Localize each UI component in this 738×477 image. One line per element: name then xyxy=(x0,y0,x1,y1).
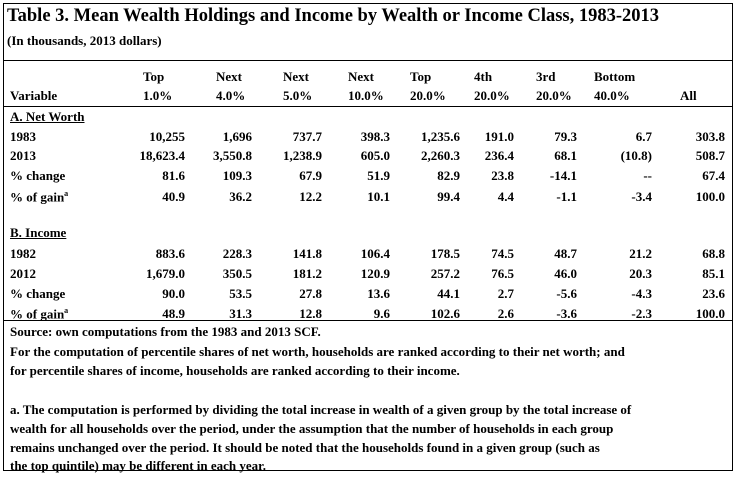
table-cell: 178.5 xyxy=(430,246,460,261)
table-cell: 20.3 xyxy=(629,266,652,281)
table-cell: 228.3 xyxy=(222,246,252,261)
table-cell: 99.4 xyxy=(437,189,460,204)
table-cell: 508.7 xyxy=(695,148,725,163)
table-cell: 48.9 xyxy=(162,306,185,321)
table-cell: 10,255 xyxy=(149,129,185,144)
table-cell: 141.8 xyxy=(292,246,322,261)
table-cell: 90.0 xyxy=(162,286,185,301)
table-cell: 82.9 xyxy=(437,168,460,183)
section-heading: B. Income xyxy=(10,225,67,240)
footnote-marker: a xyxy=(64,189,69,198)
row-label xyxy=(10,246,36,262)
table-cell: 36.2 xyxy=(229,189,252,204)
header-col-8-line1: Bottom xyxy=(594,69,636,84)
table-cell: 48.7 xyxy=(554,246,577,261)
table-cell: 74.5 xyxy=(491,246,514,261)
table-cell: 100.0 xyxy=(695,189,725,204)
table-cell: 44.1 xyxy=(437,286,460,301)
header-variable: Variable xyxy=(10,88,58,103)
source-note: Source: own computations from the 1983 and 2013 SCF. xyxy=(10,324,321,339)
table-cell: 1,238.9 xyxy=(283,148,322,163)
row-label-text: % change xyxy=(10,168,66,183)
table-cell: 737.7 xyxy=(292,129,322,144)
table-cell: 605.0 xyxy=(360,148,390,163)
table-cell: -3.4 xyxy=(631,189,652,204)
row-label-text: 2012 xyxy=(10,266,36,281)
table-cell: -3.6 xyxy=(556,306,577,321)
table-cell: 236.4 xyxy=(484,148,514,163)
header-col-4-line1: Next xyxy=(348,69,374,84)
header-col-3-line2: 5.0% xyxy=(283,88,313,103)
footnote-marker: a xyxy=(64,306,69,315)
row-label-text: % of gain xyxy=(10,189,65,205)
ranking-note-line1: For the computation of percentile shares of net worth, households are ranked according to their net worth; and xyxy=(10,344,625,359)
table-cell: 31.3 xyxy=(229,306,252,321)
table-cell: 257.2 xyxy=(430,266,460,281)
row-label-text: % of gain xyxy=(10,306,65,322)
table-cell: 883.6 xyxy=(155,246,185,261)
table-cell: 2.7 xyxy=(497,286,514,301)
table-cell: 12.2 xyxy=(299,189,322,204)
table-cell: (10.8) xyxy=(620,148,652,163)
table-cell: 100.0 xyxy=(695,306,725,321)
header-col-1-line2: 1.0% xyxy=(143,88,173,103)
footnote-line2: wealth for all households over the period, under the assumption that the number of households in each group xyxy=(10,421,614,436)
header-col-5-line1: Top xyxy=(410,69,432,84)
table-cell: 4.4 xyxy=(497,189,514,204)
table-cell: 53.5 xyxy=(229,286,252,301)
row-label-text: 1983 xyxy=(10,129,36,144)
table-cell: 191.0 xyxy=(484,129,514,144)
header-col-1-line1: Top xyxy=(143,69,165,84)
table-cell: 68.1 xyxy=(554,148,577,163)
table-cell: 12.8 xyxy=(299,306,322,321)
row-label xyxy=(10,266,36,282)
header-col-5-line2: 20.0% xyxy=(410,88,446,103)
table-cell: 67.9 xyxy=(299,168,322,183)
header-col-2-line1: Next xyxy=(216,69,242,84)
table-cell: 109.3 xyxy=(222,168,252,183)
table-cell: 23.8 xyxy=(491,168,514,183)
table-cell: 303.8 xyxy=(695,129,725,144)
table-cell: 398.3 xyxy=(360,129,390,144)
table-cell: 6.7 xyxy=(635,129,652,144)
table-cell: 3,550.8 xyxy=(213,148,252,163)
divider-notes xyxy=(3,320,733,321)
table-cell: 27.8 xyxy=(299,286,322,301)
row-label xyxy=(10,189,68,205)
table-cell: 21.2 xyxy=(629,246,652,261)
table-cell: 181.2 xyxy=(292,266,322,281)
row-label xyxy=(10,286,65,302)
header-col-2-line2: 4.0% xyxy=(216,88,246,103)
header-col-6-line1: 4th xyxy=(474,69,493,84)
header-col-7-line2: 20.0% xyxy=(536,88,572,103)
table-cell: 46.0 xyxy=(554,266,577,281)
table-cell: 1,696 xyxy=(222,129,252,144)
header-col-9-line2: All xyxy=(680,88,697,103)
header-col-7-line1: 3rd xyxy=(536,69,556,84)
table-cell: 81.6 xyxy=(162,168,185,183)
footnote-line1: a. The computation is performed by dividing the total increase in wealth of a given group by the total increase of xyxy=(10,402,632,417)
divider-top xyxy=(3,60,733,61)
table-title: Table 3. Mean Wealth Holdings and Income by Wealth or Income Class, 1983-2013 xyxy=(7,6,660,26)
table-cell: 23.6 xyxy=(702,286,725,301)
table-cell: 2,260.3 xyxy=(421,148,460,163)
table-cell: 9.6 xyxy=(373,306,390,321)
divider-header xyxy=(3,106,733,107)
table-cell: 51.9 xyxy=(367,168,390,183)
table-cell: -5.6 xyxy=(556,286,577,301)
header-col-4-line2: 10.0% xyxy=(348,88,384,103)
table-cell: -14.1 xyxy=(549,168,577,183)
row-label-text: 2013 xyxy=(10,148,36,163)
table-cell: -4.3 xyxy=(631,286,652,301)
table-cell: 1,679.0 xyxy=(146,266,185,281)
table-cell: 350.5 xyxy=(222,266,252,281)
row-label xyxy=(10,168,65,184)
footnote-line4: the top quintile) may be different in each year. xyxy=(10,458,267,473)
table-cell: -- xyxy=(643,168,652,183)
table-cell: 85.1 xyxy=(702,266,725,281)
table-cell: 106.4 xyxy=(360,246,390,261)
table-cell: 102.6 xyxy=(430,306,460,321)
header-col-3-line1: Next xyxy=(283,69,309,84)
table-cell: 2.6 xyxy=(497,306,514,321)
row-label-text: 1982 xyxy=(10,246,36,261)
table-cell: -2.3 xyxy=(631,306,652,321)
table-cell: 1,235.6 xyxy=(421,129,460,144)
table-cell: 40.9 xyxy=(162,189,185,204)
row-label xyxy=(10,148,36,164)
table-cell: 13.6 xyxy=(367,286,390,301)
footnote-line3: remains unchanged over the period. It should be noted that the households found in a given group (such as xyxy=(10,440,600,455)
table-cell: 79.3 xyxy=(554,129,577,144)
row-label xyxy=(10,129,36,145)
section-heading: A. Net Worth xyxy=(10,109,85,124)
table-subtitle: (In thousands, 2013 dollars) xyxy=(7,33,162,48)
table-cell: 120.9 xyxy=(360,266,390,281)
table-cell: 76.5 xyxy=(491,266,514,281)
table-cell: 67.4 xyxy=(702,168,725,183)
table-cell: 68.8 xyxy=(702,246,725,261)
header-col-8-line2: 40.0% xyxy=(594,88,630,103)
table-cell: -1.1 xyxy=(556,189,577,204)
row-label-text: % change xyxy=(10,286,66,301)
header-col-6-line2: 20.0% xyxy=(474,88,510,103)
table-cell: 10.1 xyxy=(367,189,390,204)
ranking-note-line2: for percentile shares of income, households are ranked according to their income. xyxy=(10,363,460,378)
table-cell: 18,623.4 xyxy=(139,148,185,163)
